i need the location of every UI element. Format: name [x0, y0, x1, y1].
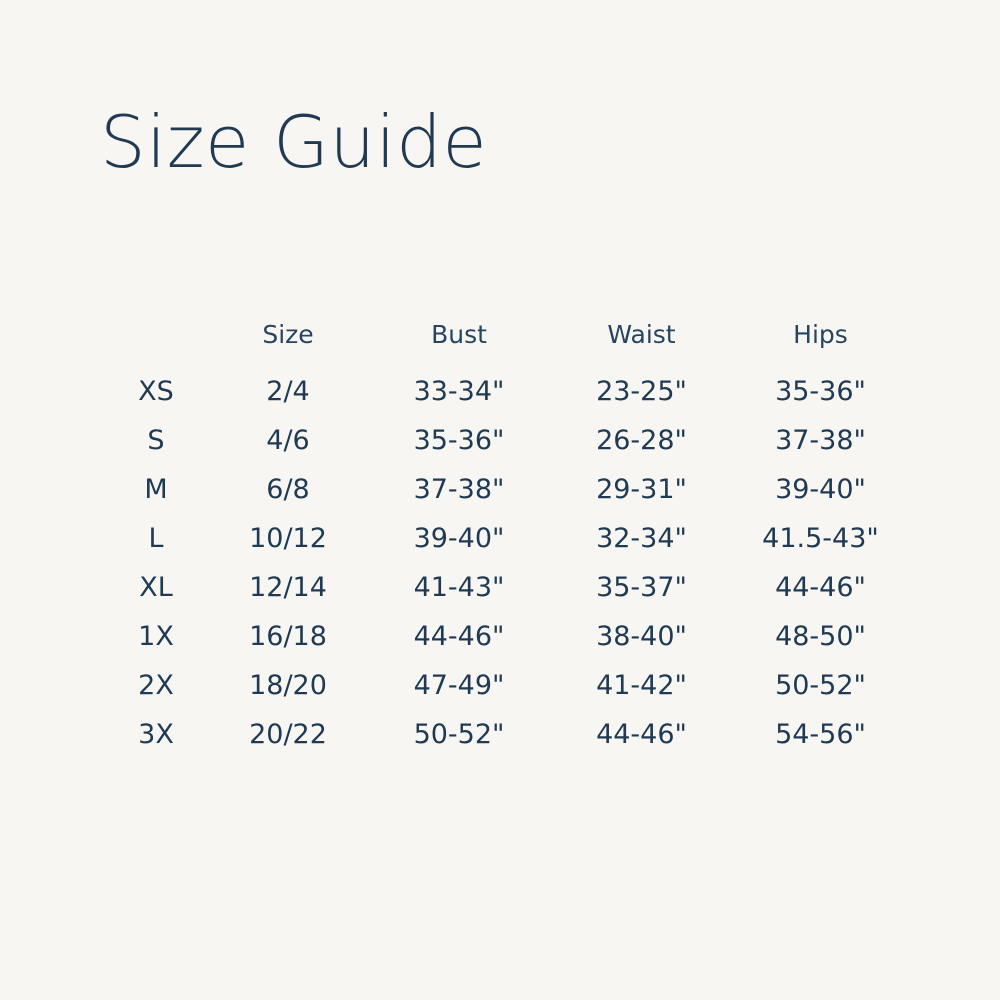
cell-waist: 26-28" [596, 425, 687, 456]
cell-size-label: XS [138, 376, 174, 407]
cell-bust: 50-52" [413, 719, 505, 750]
table-row [100, 514, 912, 563]
table-header-row [100, 320, 912, 367]
cell-size-label: L [148, 523, 164, 554]
cell-waist: 44-46" [596, 719, 687, 750]
table-row [100, 563, 912, 612]
table-row [100, 465, 912, 514]
cell-hips: 50-52" [775, 670, 866, 701]
cell-hips: 35-36" [775, 376, 866, 407]
cell-numeric-size: 16/18 [249, 621, 327, 652]
cell-numeric-size: 10/12 [249, 523, 327, 554]
cell-hips: 48-50" [775, 621, 866, 652]
size-chart-container [100, 320, 912, 759]
cell-numeric-size: 2/4 [266, 376, 310, 407]
cell-size-label: XL [139, 572, 173, 603]
column-header-hips: Hips [793, 320, 848, 349]
table-row [100, 612, 912, 661]
cell-bust: 41-43" [413, 572, 505, 603]
size-chart-table [100, 320, 912, 759]
cell-size-label: S [147, 425, 165, 456]
cell-numeric-size: 20/22 [249, 719, 327, 750]
cell-waist: 29-31" [596, 474, 687, 505]
cell-bust: 37-38" [413, 474, 505, 505]
table-body [100, 367, 912, 759]
column-header-waist: Waist [607, 320, 676, 349]
cell-bust: 47-49" [413, 670, 505, 701]
table-row [100, 710, 912, 759]
cell-hips: 44-46" [775, 572, 866, 603]
cell-hips: 39-40" [775, 474, 866, 505]
cell-waist: 32-34" [596, 523, 687, 554]
cell-waist: 41-42" [596, 670, 687, 701]
cell-bust: 44-46" [413, 621, 505, 652]
cell-numeric-size: 4/6 [266, 425, 310, 456]
cell-size-label: 1X [138, 621, 174, 652]
cell-hips: 37-38" [775, 425, 866, 456]
cell-size-label: 2X [138, 670, 174, 701]
cell-waist: 35-37" [596, 572, 687, 603]
cell-size-label: M [144, 474, 168, 505]
cell-waist: 23-25" [596, 376, 687, 407]
column-header-bust: Bust [431, 320, 487, 349]
cell-numeric-size: 6/8 [266, 474, 310, 505]
column-header-blank [100, 320, 212, 367]
table-row [100, 416, 912, 465]
page-title: Size Guide [100, 100, 488, 184]
cell-hips: 41.5-43" [762, 523, 879, 554]
table-row [100, 367, 912, 416]
table-row [100, 661, 912, 710]
cell-bust: 39-40" [413, 523, 505, 554]
cell-bust: 35-36" [413, 425, 505, 456]
cell-bust: 33-34" [413, 376, 505, 407]
cell-waist: 38-40" [596, 621, 687, 652]
cell-numeric-size: 18/20 [249, 670, 327, 701]
cell-numeric-size: 12/14 [249, 572, 327, 603]
cell-hips: 54-56" [775, 719, 866, 750]
cell-size-label: 3X [138, 719, 174, 750]
column-header-size: Size [262, 320, 314, 349]
